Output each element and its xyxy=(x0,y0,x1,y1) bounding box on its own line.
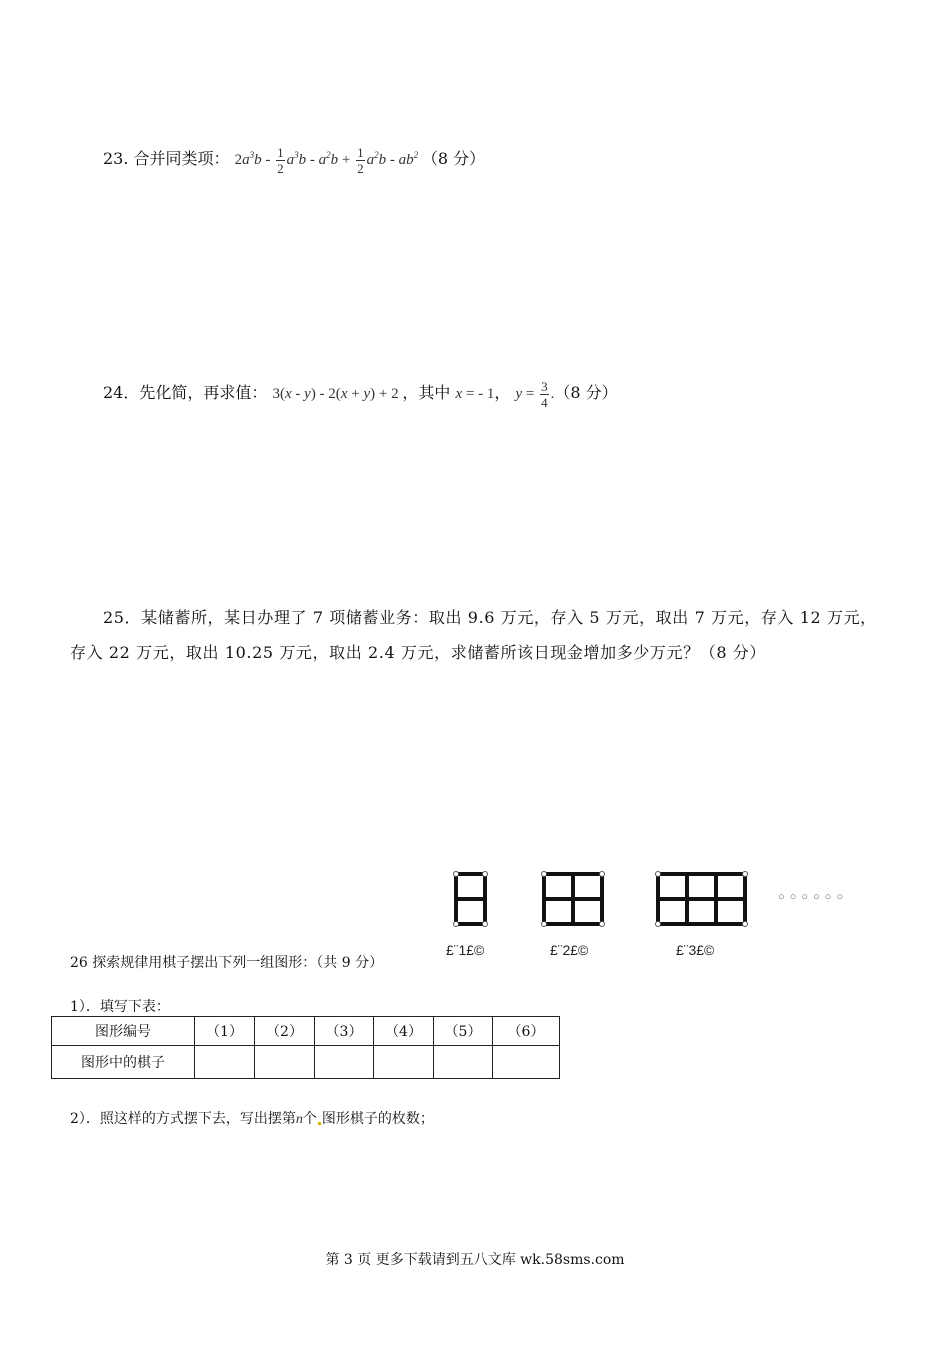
fraction-one-half: $\frac{1}{2}$ xyxy=(277,145,284,177)
table-header-cell: 图形编号 xyxy=(52,1017,195,1046)
chess-count-table xyxy=(51,1016,560,1079)
table-row xyxy=(52,1046,560,1079)
figure-label-2: £¨2£© xyxy=(550,942,589,958)
table-cell[interactable] xyxy=(374,1046,434,1079)
table-header-cell: （4） xyxy=(374,1017,434,1046)
question-23-label: 23. 合并同类项： xyxy=(103,149,230,168)
question-24: 24．先化简，再求值： 3(x - y) - 2(x + y) + 2 ，其中 x = - 1， y = $\frac{3}{4}$ .（8 分） xyxy=(103,379,618,411)
question-23-expression: $2a^3b$ - $\frac{1}{2}$ $a^3b - a^2b$ + $\frac{1}{2}$ $a^2b - ab^2$ xyxy=(234,145,419,177)
figure-1 xyxy=(456,874,485,924)
table-header-cell: （2） xyxy=(255,1017,315,1046)
table-cell[interactable] xyxy=(434,1046,493,1079)
question-23 xyxy=(103,146,485,175)
figure-label-3: £¨3£© xyxy=(676,942,715,958)
table-cell[interactable] xyxy=(195,1046,255,1079)
question-24-y-value: y = $\frac{3}{4}$ . xyxy=(515,379,555,411)
question-24-expression: 3(x - y) - 2(x + y) + 2 xyxy=(272,386,399,402)
highlight-mark xyxy=(318,1122,321,1125)
question-24-x-value: x = - 1 xyxy=(455,386,495,402)
fraction-three-quarters: $\frac{3}{4}$ xyxy=(541,379,548,411)
question-25: 25．某储蓄所，某日办理了 7 项储蓄业务：取出 9.6 万元，存入 5 万元，取出 7 万元，存入 12 万元，存入 22 万元，取出 10.25 万元，取出 2.4 万元，求储蓄所该日现金增加多少万元？（8 分） xyxy=(70,608,877,662)
question-24-points: （8 分） xyxy=(554,383,618,402)
fraction-one-half: $\frac{1}{2}$ xyxy=(357,145,364,177)
figure-label-1: £¨1£© xyxy=(446,942,485,958)
question-26-part-1: 1）．填写下表： xyxy=(70,999,170,1015)
table-cell[interactable] xyxy=(315,1046,374,1079)
table-header-cell: （5） xyxy=(434,1017,493,1046)
question-26-title: 26 探索规律用棋子摆出下列一组图形：（共 9 分） xyxy=(70,955,384,971)
table-cell[interactable] xyxy=(255,1046,315,1079)
page-footer: 第 3 页 更多下载请到五八文库 wk.58sms.com xyxy=(325,1252,625,1268)
table-row-label: 图形中的棋子 xyxy=(52,1046,195,1079)
question-23-points: （8 分） xyxy=(421,149,486,168)
figure-3 xyxy=(658,874,745,924)
table-header-cell: （6） xyxy=(493,1017,560,1046)
table-header-cell: （1） xyxy=(195,1017,255,1046)
table-row xyxy=(52,1017,560,1046)
figure-ellipsis: ○ ○ ○ ○ ○ ○ xyxy=(778,891,845,903)
question-26-part-2: 2）．照这样的方式摆下去，写出摆第n个 图形棋子的枚数； xyxy=(70,1111,434,1127)
table-cell[interactable] xyxy=(493,1046,560,1079)
question-24-label: 24．先化简，再求值： xyxy=(103,383,268,402)
table-header-cell: （3） xyxy=(315,1017,374,1046)
figure-2 xyxy=(544,874,602,924)
